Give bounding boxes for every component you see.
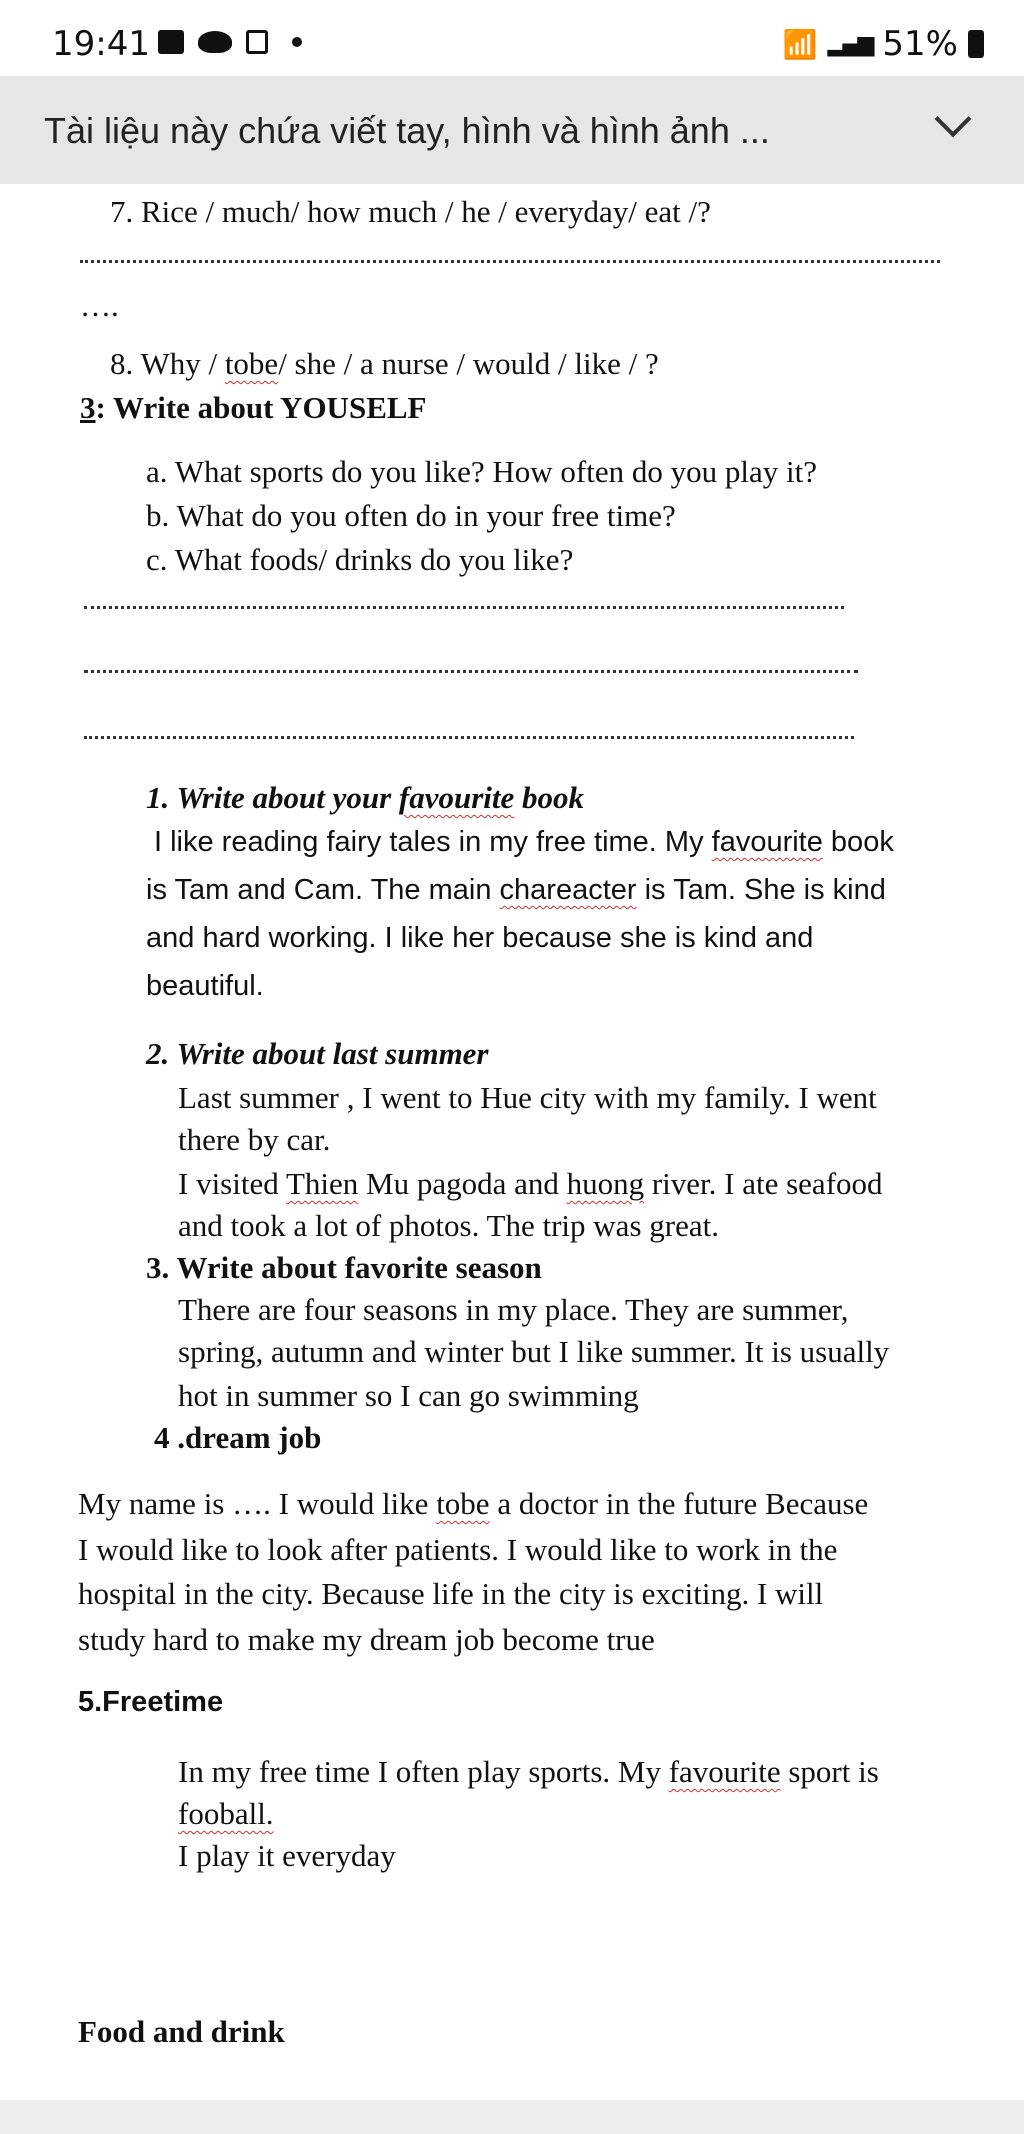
question-7: 7. Rice / much/ how much / he / everyday/ eat /?	[110, 194, 711, 229]
prompt-c: c. What foods/ drinks do you like?	[146, 542, 574, 577]
lock-icon	[246, 30, 268, 54]
essay-3-line-3: hot in summer so I can go swimming	[178, 1378, 639, 1413]
chat-icon	[198, 31, 232, 53]
answer-line	[84, 606, 844, 609]
food-and-drink-heading: Food and drink	[78, 2014, 285, 2049]
essay-5-title: 5.Freetime	[78, 1686, 224, 1718]
essay-3-line-2: spring, autumn and winter but I like summer. It is usually	[178, 1334, 890, 1369]
essay-3-line-1: There are four seasons in my place. They are summer,	[178, 1292, 849, 1327]
gallery-icon	[158, 30, 184, 54]
prompt-a: a. What sports do you like? How often do you play it?	[146, 454, 817, 489]
essay-2-line-3: I visited Thien Mu pagoda and huong river. I ate seafood	[178, 1166, 883, 1201]
answer-line	[84, 670, 858, 673]
essay-1-title: 1. Write about your favourite book	[146, 780, 585, 815]
question-8: 8. Why / tobe/ she / a nurse / would / like / ?	[110, 346, 659, 381]
essay-4-title: 4 .dream job	[154, 1420, 322, 1455]
clock: 19:41	[52, 24, 150, 64]
essay-5-line-1: In my free time I often play sports. My favourite sport is	[178, 1754, 879, 1789]
essay-4-line-4: study hard to make my dream job become true	[78, 1622, 655, 1657]
essay-1-line-3: and hard working. I like her because she is kind and	[146, 922, 814, 954]
essay-1-line-1: I like reading fairy tales in my free time. My favourite book	[154, 826, 894, 858]
answer-line	[84, 736, 854, 739]
section-3-heading: 3: Write about YOUSELF	[80, 390, 427, 425]
answer-ellipsis: ….	[80, 288, 119, 323]
essay-5-line-2: fooball.	[178, 1796, 274, 1831]
bottom-bar	[0, 2100, 1024, 2134]
document-notice-banner[interactable]	[0, 76, 1024, 184]
essay-4-line-1: My name is …. I would like tobe a doctor in the future Because	[78, 1486, 869, 1521]
wifi-icon: 📶	[782, 27, 818, 61]
essay-1-line-4: beautiful.	[146, 970, 264, 1002]
signal-icon: ▂▄▆	[827, 31, 873, 57]
essay-2-line-4: and took a lot of photos. The trip was great.	[178, 1208, 719, 1243]
essay-4-line-2: I would like to look after patients. I would like to work in the	[78, 1532, 838, 1567]
essay-2-title: 2. Write about last summer	[146, 1036, 489, 1071]
essay-2-line-1: Last summer , I went to Hue city with my family. I went	[178, 1080, 877, 1115]
essay-5-line-3: I play it everyday	[178, 1838, 396, 1873]
essay-3-title: 3. Write about favorite season	[146, 1250, 542, 1285]
essay-4-line-3: hospital in the city. Because life in the city is exciting. I will	[78, 1576, 824, 1611]
status-bar	[0, 0, 1024, 76]
essay-1-line-2: is Tam and Cam. The main chareacter is Tam. She is kind	[146, 874, 886, 906]
answer-line	[80, 260, 940, 263]
battery-icon	[968, 30, 984, 58]
prompt-b: b. What do you often do in your free time?	[146, 498, 676, 533]
essay-2-line-2: there by car.	[178, 1122, 331, 1157]
battery-percent: 51%	[882, 24, 958, 64]
dot-icon	[292, 37, 302, 47]
banner-text: Tài liệu này chứa viết tay, hình và hình ảnh ...	[44, 110, 770, 151]
chevron-down-icon[interactable]	[935, 101, 972, 138]
